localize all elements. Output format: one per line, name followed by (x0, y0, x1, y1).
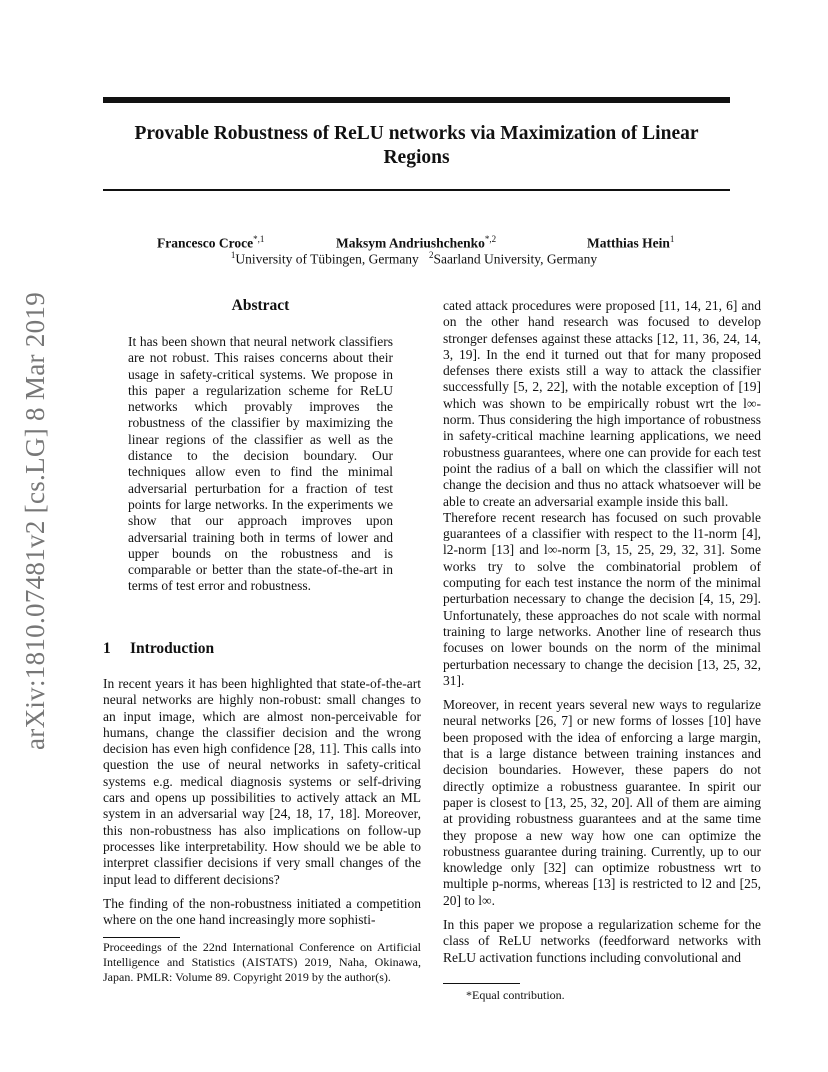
proceedings-footnote (103, 940, 421, 985)
author-3 (587, 234, 674, 252)
title-rule-bottom (103, 189, 730, 191)
section-number: 1 (103, 640, 111, 657)
affiliations (0, 250, 828, 268)
section-title: Introduction (130, 640, 215, 657)
paragraph: The finding of the non-robustness initiated a competition where on the one hand increasingly more sophisti- (103, 895, 421, 928)
equal-contribution-text: *Equal contribution. (466, 988, 565, 1002)
footnote-rule (103, 937, 180, 938)
affiliation-mark: 2 (428, 250, 434, 260)
paper-title: Provable Robustness of ReLU networks via Maximization of Linear Regions (134, 123, 699, 168)
paragraph: Therefore recent research has focused on such provable guarantees of a classifier with respect to the l1-norm [4], l2-norm [13] and l∞-norm [3, 15, 25, 29, 32, 31]. Some works try to solve the combinatorial problem of computing for each test instance the norm of the minimal perturbation necessary to change the decision [4, 15, 29]. Unfortunately, these approaches do not scale with normal training to large networks. Another line of research thus focuses on lower bounds on the norm of the minimal perturbation necessary to change the decision [13, 25, 32, 31]. (443, 509, 761, 688)
intro-left-column (103, 676, 421, 928)
arxiv-identifier: arXiv:1810.07481v2 [cs.LG] 8 Mar 2019 (20, 291, 50, 750)
paragraph: cated attack procedures were proposed [11, 14, 21, 6] and on the other hand research was focused to develop stronger defenses against these attacks [12, 11, 36, 24, 14, 3, 19]. In the end it turned out that for many proposed defenses there exists still a way to attack the classifier successfully [5, 2, 22], with the notable exception of [19] which was shown to be empirically robust wrt the l∞-norm. Thus considering the high importance of robustness in safety-critical machine learning applications, we need robustness guarantees, where one can provide for each test point the radius of a ball on which the classifier will not change the decision and thus no attack whatsoever will be able to create an adversarial example inside this ball. (443, 298, 761, 509)
equal-contribution-footnote (466, 988, 756, 1003)
abstract-text: It has been shown that neural network classifiers are not robust. This raises concerns about their usage in safety-critical systems. We propose in this paper a regularization scheme for ReLU networks which provably improves the robustness of the classifier by maximizing the linear regions of the classifier as well as the distance to the decision boundary. Our techniques allow even to find the minimal adversarial perturbation for a fraction of test points for large networks. In the experiments we show that our approach improves upon adversarial training both in terms of lower and upper bounds on the robustness and is comparable or better than the state-of-the-art in terms of test error and robustness. (128, 334, 393, 594)
intro-right-column (443, 298, 761, 966)
author-1 (157, 234, 264, 252)
abstract-body (128, 334, 393, 595)
affiliation-2: Saarland University, Germany (433, 251, 598, 267)
affiliation-1: University of Tübingen, Germany (235, 251, 419, 267)
author-mark: *,1 (253, 234, 265, 244)
author-mark: 1 (669, 234, 675, 244)
author-name: Francesco Croce (157, 235, 254, 251)
paragraph: Moreover, in recent years several new ways to regularize neural networks [26, 7] or new forms of losses [10] have been proposed with the idea of enforcing a large margin, that is a large distance between training instances and decision boundaries. However, these papers do not directly optimize a robustness guarantee. In spirit our paper is closest to [13, 25, 32, 20]. All of them are aiming at providing robustness guarantees and at the same time they propose a new way how one can optimize the robustness guarantee during training. Currently, up to our knowledge only [32] can optimize robustness wrt to multiple p-norms, whereas [13] is restricted to l2 and [25, 20] to l∞. (443, 697, 761, 908)
author-name: Matthias Hein (587, 235, 670, 251)
author-name: Maksym Andriushchenko (336, 235, 485, 251)
author-mark: *,2 (484, 234, 497, 244)
affiliation-mark: 1 (230, 250, 236, 260)
author-2 (336, 234, 496, 252)
paragraph: In recent years it has been highlighted that state-of-the-art neural networks are highly non-robust: small changes to an input image, which are almost non-perceivable for humans, change the classifier decision and the wrong decision has even high confidence [28, 11]. This calls into question the use of neural networks in safety-critical systems e.g. medical diagnosis systems or self-driving cars and opens up possibilities to actively attack an ML system in an adversarial way [24, 18, 17, 18]. Moreover, this non-robustness has also implications on follow-up processes like interpretability. How should we be able to interpret classifier decisions if very small changes of the input lead to different decisions? (103, 676, 421, 887)
title-rule-top (103, 97, 730, 103)
paragraph: In this paper we propose a regularization scheme for the class of ReLU networks (feedforward networks with ReLU activation functions including convolutional and (443, 916, 761, 965)
footnote-rule (443, 983, 520, 984)
proceedings-text: Proceedings of the 22nd International Conference on Artificial Intelligence and Statistics (AISTATS) 2019, Naha, Okinawa, Japan. PMLR: Volume 89. Copyright 2019 by the author(s). (103, 940, 421, 984)
section-heading (103, 640, 214, 658)
abstract-heading: Abstract (231, 297, 290, 314)
